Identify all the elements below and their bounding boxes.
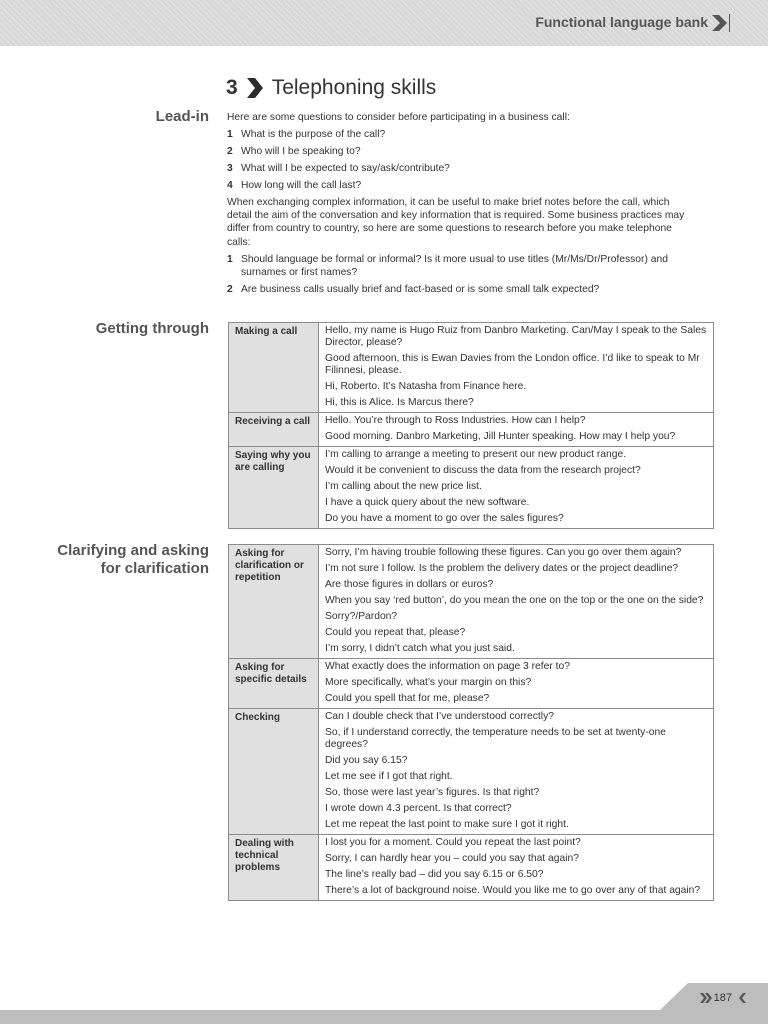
numbered-item bbox=[227, 253, 687, 280]
phrase-cell bbox=[319, 545, 714, 659]
double-chevron-icon bbox=[700, 993, 712, 1003]
research-question-list bbox=[227, 253, 687, 297]
function-label: Receiving a call bbox=[229, 413, 319, 447]
phrase: Let me see if I got that right. bbox=[325, 771, 453, 782]
function-label: Making a call bbox=[229, 323, 319, 413]
item-text: Who will I be speaking to? bbox=[241, 145, 361, 157]
phrase: There’s a lot of background noise. Would you like me to go over any of that again? bbox=[325, 885, 701, 896]
function-label: Asking for clarification or repetition bbox=[229, 545, 319, 659]
numbered-item bbox=[227, 283, 687, 296]
phrase-cell bbox=[319, 835, 714, 901]
phrase: What exactly does the information on page 3 refer to? bbox=[325, 661, 570, 672]
item-text: What will I be expected to say/ask/contribute? bbox=[241, 162, 450, 174]
phrase-cell bbox=[319, 659, 714, 709]
item-number: 2 bbox=[227, 145, 233, 157]
item-text: Are business calls usually brief and fact-based or is some small talk expected? bbox=[241, 283, 600, 295]
phrase: Good afternoon, this is Ewan Davies from the London office. I’d like to speak to Mr Filinnesi, please. bbox=[325, 353, 700, 376]
phrase: Would it be convenient to discuss the data from the research project? bbox=[325, 465, 641, 476]
phrase: Sorry, I’m having trouble following these figures. Can you go over them again? bbox=[325, 547, 682, 558]
question-list bbox=[227, 128, 687, 192]
phrase: I’m calling about the new price list. bbox=[325, 481, 482, 492]
page-number bbox=[700, 990, 746, 1006]
function-label: Asking for specific details bbox=[229, 659, 319, 709]
phrase: I’m not sure I follow. Is the problem the delivery dates or the project deadline? bbox=[325, 563, 679, 574]
clarifying-heading-line: for clarification bbox=[100, 560, 209, 577]
table-row bbox=[229, 835, 714, 901]
phrase: Hi, Roberto. It’s Natasha from Finance here. bbox=[325, 381, 527, 392]
phrase: Can I double check that I’ve understood correctly? bbox=[325, 711, 554, 722]
table-row bbox=[229, 447, 714, 529]
phrase: Hi, this is Alice. Is Marcus there? bbox=[325, 397, 474, 408]
phrase: I’m calling to arrange a meeting to present our new product range. bbox=[325, 449, 627, 460]
phrase: I’m sorry, I didn’t catch what you just said. bbox=[325, 643, 515, 654]
phrase: So, those were last year’s figures. Is that right? bbox=[325, 787, 540, 798]
chapter-title: Telephoning skills bbox=[271, 76, 437, 99]
item-number: 2 bbox=[227, 283, 233, 295]
phrase: So, if I understand correctly, the temperature needs to be set at twenty-one degrees? bbox=[325, 727, 666, 750]
page-number-text: 187 bbox=[713, 992, 732, 1004]
numbered-item bbox=[227, 128, 687, 141]
phrase: Sorry, I can hardly hear you – could you say that again? bbox=[325, 853, 579, 864]
double-chevron-icon bbox=[734, 993, 746, 1003]
footer-band bbox=[0, 1010, 768, 1024]
item-number: 4 bbox=[227, 179, 233, 191]
chevron-right-icon bbox=[246, 77, 264, 99]
item-number: 1 bbox=[227, 253, 233, 265]
phrase: Let me repeat the last point to make sure I got it right. bbox=[325, 819, 569, 830]
phrase: Could you spell that for me, please? bbox=[325, 693, 490, 704]
phrase: More specifically, what’s your margin on this? bbox=[325, 677, 532, 688]
phrase: Could you repeat that, please? bbox=[325, 627, 466, 638]
phrase: Do you have a moment to go over the sales figures? bbox=[325, 513, 564, 524]
phrase: The line’s really bad – did you say 6.15 or 6.50? bbox=[325, 869, 544, 880]
phrase-cell bbox=[319, 413, 714, 447]
lead-in-section bbox=[227, 111, 687, 300]
numbered-item bbox=[227, 179, 687, 192]
phrase-cell bbox=[319, 709, 714, 835]
phrase: Did you say 6.15? bbox=[325, 755, 408, 766]
phrase-cell bbox=[319, 323, 714, 413]
page-title bbox=[226, 74, 436, 102]
phrase: When you say ‘red button’, do you mean the one on the top or the one on the side? bbox=[325, 595, 704, 606]
section-title: Functional language bank bbox=[535, 14, 708, 30]
clarifying-heading bbox=[19, 542, 209, 578]
clarifying-heading-line: Clarifying and asking bbox=[57, 542, 209, 559]
function-label: Saying why you are calling bbox=[229, 447, 319, 529]
numbered-item bbox=[227, 162, 687, 175]
phrase: Hello, my name is Hugo Ruiz from Danbro Marketing. Can/May I speak to the Sales Director, please? bbox=[325, 325, 707, 348]
lead-in-paragraph: When exchanging complex information, it can be useful to make brief notes before the call, which detail the aim of the conversation and key information that is required. Some business practices may differ from country to country, so here are some questions to research before you make telephone calls: bbox=[227, 196, 685, 248]
function-label: Dealing with technical problems bbox=[229, 835, 319, 901]
item-text: Should language be formal or informal? Is it more usual to use titles (Mr/Ms/Dr/Professor) and surnames or first names? bbox=[241, 253, 668, 279]
phrase-cell bbox=[319, 447, 714, 529]
item-text: What is the purpose of the call? bbox=[241, 128, 386, 140]
lead-in-heading: Lead-in bbox=[155, 108, 209, 125]
item-number: 1 bbox=[227, 128, 233, 140]
function-label: Checking bbox=[229, 709, 319, 835]
phrase: I have a quick query about the new software. bbox=[325, 497, 530, 508]
table-row bbox=[229, 323, 714, 413]
phrase: Sorry?/Pardon? bbox=[325, 611, 398, 622]
table-row bbox=[229, 413, 714, 447]
getting-through-heading: Getting through bbox=[95, 320, 209, 337]
item-number: 3 bbox=[227, 162, 233, 174]
phrase: Good morning. Danbro Marketing, Jill Hunter speaking. How may I help you? bbox=[325, 431, 676, 442]
header-divider bbox=[729, 14, 730, 32]
chapter-number: 3 bbox=[226, 76, 238, 99]
chevron-right-icon bbox=[710, 14, 728, 32]
lead-in-intro: Here are some questions to consider before participating in a business call: bbox=[227, 112, 570, 123]
getting-through-table bbox=[228, 322, 714, 529]
item-text: How long will the call last? bbox=[241, 179, 362, 191]
phrase: Are those figures in dollars or euros? bbox=[325, 579, 494, 590]
numbered-item bbox=[227, 145, 687, 158]
table-row bbox=[229, 709, 714, 835]
table-row bbox=[229, 545, 714, 659]
phrase: I wrote down 4.3 percent. Is that correct? bbox=[325, 803, 512, 814]
phrase: Hello. You’re through to Ross Industries. How can I help? bbox=[325, 415, 586, 426]
phrase: I lost you for a moment. Could you repeat the last point? bbox=[325, 837, 581, 848]
table-row bbox=[229, 659, 714, 709]
clarifying-table bbox=[228, 544, 714, 901]
